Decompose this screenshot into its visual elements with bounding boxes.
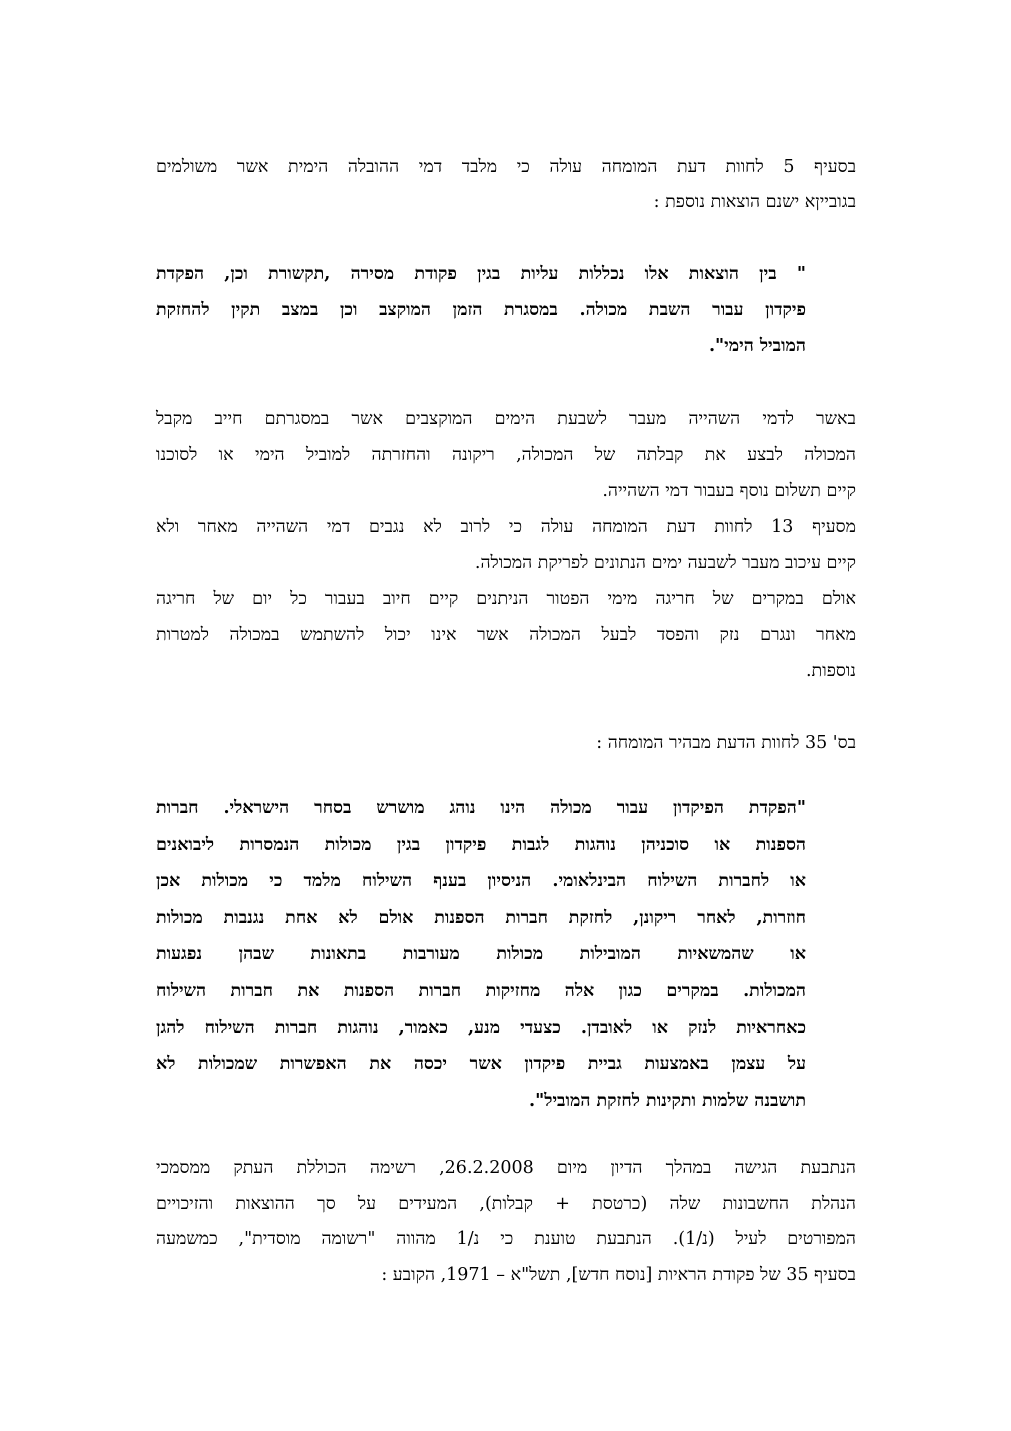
quote-line: או לחברות השילוח הבינלאומי. הניסיון בענף השילוח מלמד כי מכולות אכן: [156, 871, 806, 892]
quote-line: או שהמשאיות המובילות מכולות מעורבות בתאונות שבהן נפגעות: [156, 944, 806, 965]
text-line: בגובייןא ישנם הוצאות נוספת :: [653, 192, 856, 212]
text-line: בסעיף 5 לחוות דעת המומחה עולה כי מלבד דמי ההובלה הימית אשר משולמים: [156, 157, 857, 177]
quote-line: כאחראיות לנזק או לאובדן. כצעדי מנע, כאמור, נוהגות חברות השילוח להגן: [156, 1017, 806, 1038]
quote-deposit: [156, 790, 806, 1119]
text-line: הנהלת החשבונות שלה (כרטסת + קבלות), המעידים על סך ההוצאות והזיכויים: [156, 1193, 856, 1214]
paragraph-section-35-intro: [156, 726, 856, 761]
quote-line: על עצמן באמצעות גביית פיקדון אשר יכסה את האפשרות שמכולות לא: [156, 1054, 806, 1075]
text-line: מסעיף 13 לחוות דעת המומחה עולה כי לרוב לא נגבים דמי השהייה מאחר ולא: [156, 517, 856, 537]
text-line: קיים עיכוב מעבר לשבעה ימים הנתונים לפריקת המכולה.: [474, 553, 856, 573]
quote-line: פיקדון עבור השבת מכולה. במסגרת הזמן המוקצב וכן במצב תקין להחזקת: [156, 300, 806, 320]
quote-line: חוזרות, לאחר ריקונן, לחזקת חברות הספנות אולם לא אחת נגנבות מכולות: [156, 907, 806, 928]
text-line: אולם במקרים של חריגה מימי הפטור הניתנים קיים חיוב בעבור כל יום של חריגה: [156, 589, 856, 609]
quote-line: תושבנה שלמות ותקינות לחזקת המוביל".: [529, 1090, 806, 1111]
quote-line: המוביל הימי".: [708, 336, 806, 356]
text-line: נוספות.: [805, 661, 856, 681]
text-line: קיים תשלום נוסף בעבור דמי השהייה.: [602, 481, 856, 501]
paragraph-expert-section-5: [156, 150, 856, 220]
quote-line: הספנות או סוכניהן נוהגות לגבות פיקדון בגין מכולות הנמסרות ליבואנים: [156, 834, 806, 855]
text-line: הנתבעת הגישה במהלך הדיון מיום 26.2.2008, רשימה הכוללת העתק ממסמכי: [156, 1158, 856, 1178]
text-line: המפורטים לעיל (נ/1). הנתבעת טוענת כי נ/1 מהווה "רשומה מוסדית", כמשמעה: [156, 1229, 856, 1249]
quote-line: "הפקדת הפיקדון עבור מכולה הינו נוהג מושרש בסחר הישראלי. חברות: [156, 798, 806, 818]
text-line: באשר לדמי השהייה מעבר לשבעת הימים המוקצבים אשר במסגרתם חייב מקבל: [156, 409, 856, 429]
text-line: בס' 35 לחוות הדעת מבהיר המומחה :: [596, 733, 856, 753]
text-line: מאחר ונגרם נזק והפסד לבעל המכולה אשר אינו יכול להשתמש במכולה למטרות: [156, 625, 856, 645]
quote-expenses: [156, 256, 806, 364]
paragraph-demurrage: [156, 401, 856, 689]
text-line: המכולה לבצע את קבלתה של המכולה, ריקונה והחזרתה למוביל הימי או לסוכנו: [156, 445, 856, 465]
quote-line: המכולות. במקרים כגון אלה מחזיקות חברות הספנות את חברות השילוח: [156, 980, 806, 1001]
quote-line: " בין הוצאות אלו נכללות עליות בגין פקודת מסירה ,תקשורת וכן, הפקדת: [156, 264, 806, 284]
text-line: בסעיף 35 של פקודת הראיות [נוסח חדש], תשל"א – 1971, הקובע :: [381, 1264, 856, 1285]
paragraph-defendant-records: [156, 1151, 856, 1293]
